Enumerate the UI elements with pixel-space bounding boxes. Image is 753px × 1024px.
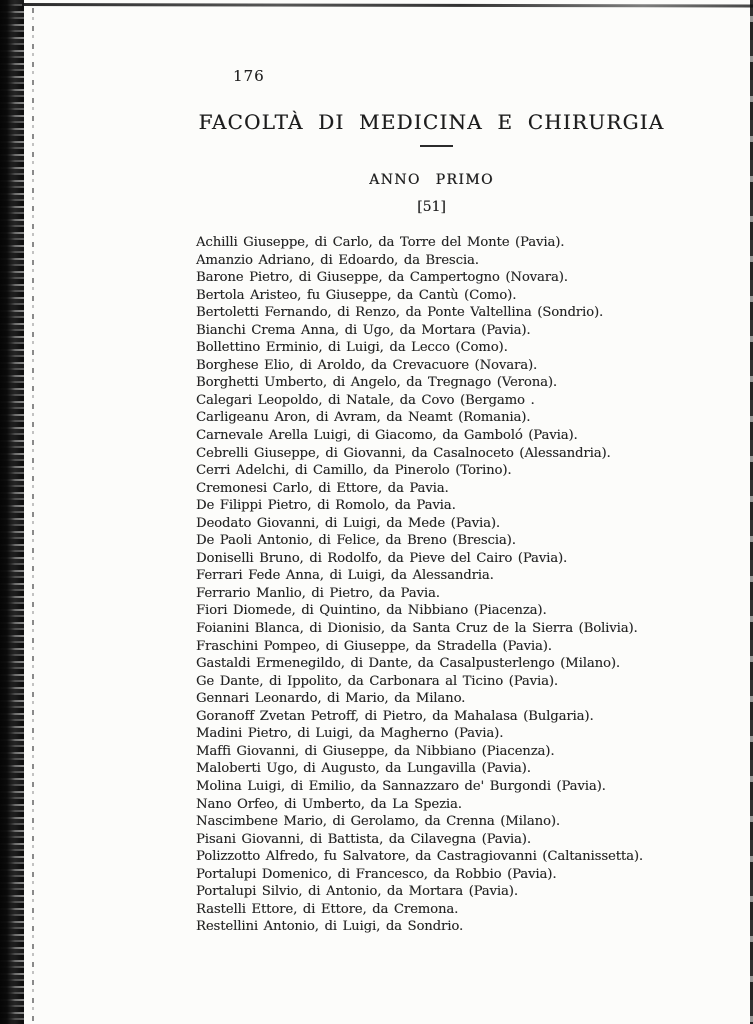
student-entry: Bianchi Crema Anna, di Ugo, da Mortara (Pavia).	[196, 322, 531, 338]
student-entry: Portalupi Domenico, di Francesco, da Robbio (Pavia).	[196, 866, 557, 882]
student-entry: Rastelli Ettore, di Ettore, da Cremona.	[196, 901, 459, 917]
student-entry: Fraschini Pompeo, di Giuseppe, da Stradella (Pavia).	[196, 638, 552, 654]
student-count: [51]	[417, 199, 446, 215]
student-entry: Gastaldi Ermenegildo, di Dante, da Casalpusterlengo (Milano).	[196, 656, 620, 672]
student-entry: Amanzio Adriano, di Edoardo, da Brescia.	[196, 252, 479, 268]
scan-top-edge-line	[22, 3, 753, 8]
student-entry: Portalupi Silvio, di Antonio, da Mortara (Pavia).	[196, 884, 518, 900]
student-entry: Pisani Giovanni, di Battista, da Cilavegna (Pavia).	[196, 831, 531, 847]
student-entry: Carligeanu Aron, di Avram, da Neamt (Romania).	[196, 410, 531, 426]
student-entry: De Paoli Antonio, di Felice, da Breno (Brescia).	[196, 533, 516, 549]
student-entry: Doniselli Bruno, di Rodolfo, da Pieve del Cairo (Pavia).	[196, 550, 568, 566]
student-entry: Bollettino Erminio, di Luigi, da Lecco (Como).	[196, 340, 508, 356]
student-entry: Borghese Elio, di Aroldo, da Crevacuore (Novara).	[196, 357, 538, 373]
student-entry: Ferrario Manlio, di Pietro, da Pavia.	[196, 585, 440, 601]
student-entry: Restellini Antonio, di Luigi, da Sondrio.	[196, 919, 464, 935]
student-entry: Molina Luigi, di Emilio, da Sannazzaro de' Burgondi (Pavia).	[196, 778, 606, 794]
student-entry: Maffi Giovanni, di Giuseppe, da Nibbiano (Piacenza).	[196, 743, 555, 759]
student-entry: Achilli Giuseppe, di Carlo, da Torre del Monte (Pavia).	[196, 235, 565, 250]
scan-binding-edge	[0, 0, 24, 1024]
page-number: 176	[233, 67, 265, 85]
student-entry: Cebrelli Giuseppe, di Giovanni, da Casalnoceto (Alessandria).	[196, 445, 611, 461]
student-entry: Bertoletti Fernando, di Renzo, da Ponte Valtellina (Sondrio).	[196, 305, 604, 321]
student-entry: Calegari Leopoldo, di Natale, da Covo (Bergamo .	[196, 392, 535, 408]
student-entry: Gennari Leonardo, di Mario, da Milano.	[196, 691, 466, 707]
student-entry: Bertola Aristeo, fu Giuseppe, da Cantù (Como).	[196, 287, 517, 303]
student-entry: Goranoff Zvetan Petroff, di Pietro, da Mahalasa (Bulgaria).	[196, 708, 594, 724]
student-entry: Foianini Blanca, di Dionisio, da Santa Cruz de la Sierra (Bolivia).	[196, 621, 638, 637]
scan-stitch-line	[32, 8, 34, 1024]
title-divider	[420, 145, 453, 147]
student-list	[196, 234, 741, 936]
student-entry: Nano Orfeo, di Umberto, da La Spezia.	[196, 796, 462, 812]
student-entry: Nascimbene Mario, di Gerolamo, da Crenna (Milano).	[196, 814, 561, 830]
student-entry: Ge Dante, di Ippolito, da Carbonara al Ticino (Pavia).	[196, 673, 559, 689]
page-title: FACOLTÀ DI MEDICINA E CHIRURGIA	[198, 110, 665, 134]
student-entry: Fiori Diomede, di Quintino, da Nibbiano (Piacenza).	[196, 603, 547, 619]
student-entry: Cremonesi Carlo, di Ettore, da Pavia.	[196, 480, 449, 496]
student-entry: Polizzotto Alfredo, fu Salvatore, da Castragiovanni (Caltanissetta).	[196, 849, 644, 865]
student-entry: Borghetti Umberto, di Angelo, da Tregnago (Verona).	[196, 375, 557, 391]
student-entry: De Filippi Pietro, di Romolo, da Pavia.	[196, 498, 456, 514]
student-entry: Deodato Giovanni, di Luigi, da Mede (Pavia).	[196, 515, 501, 531]
student-entry: Ferrari Fede Anna, di Luigi, da Alessandria.	[196, 568, 494, 584]
section-heading: ANNO PRIMO	[369, 172, 494, 188]
student-entry: Cerri Adelchi, di Camillo, da Pinerolo (Torino).	[196, 463, 512, 479]
student-entry: Barone Pietro, di Giuseppe, da Campertogno (Novara).	[196, 270, 568, 286]
student-entry: Carnevale Arella Luigi, di Giacomo, da Gamboló (Pavia).	[196, 428, 578, 444]
student-entry: Maloberti Ugo, di Augusto, da Lungavilla (Pavia).	[196, 761, 531, 777]
student-entry: Madini Pietro, di Luigi, da Magherno (Pavia).	[196, 726, 504, 742]
